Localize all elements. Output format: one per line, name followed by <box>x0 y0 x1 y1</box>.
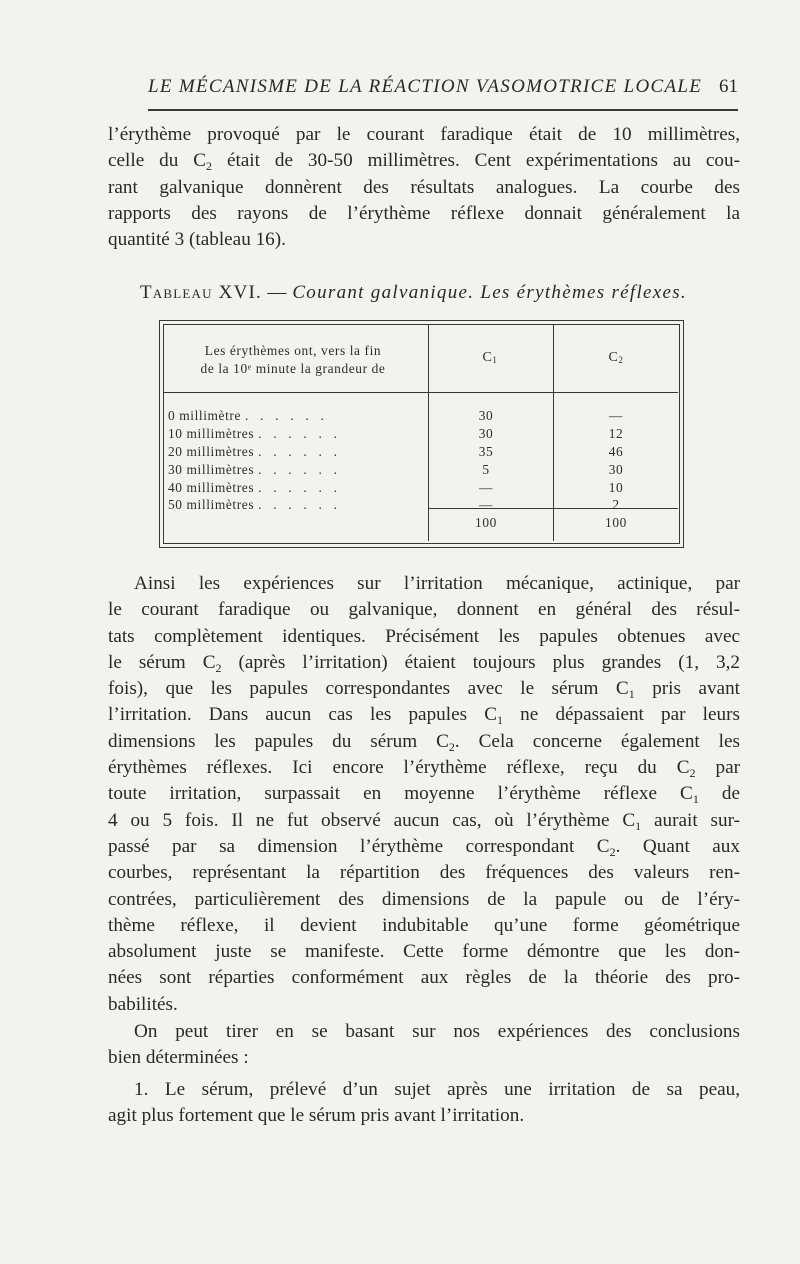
text-line: l’érythème provoqué par le courant faradique était de 10 millimètres, <box>108 124 740 145</box>
table-row-label: 0 millimètre . . . . . . <box>168 408 329 423</box>
text-line: 4 ou 5 fois. Il ne fut observé aucun cas, où l’érythème $C_1$ aurait sur- <box>108 809 740 833</box>
page-number: 61 <box>719 76 738 97</box>
table-caption <box>140 282 740 304</box>
text-line: bien déterminées : <box>108 1047 249 1069</box>
table-total-c1: 100 <box>475 515 497 530</box>
table-cell-c2: 2 <box>612 497 620 512</box>
text-line: nées sont réparties conformément aux règles de la théorie des pro- <box>108 967 740 989</box>
table-row-label: 50 millimètres . . . . . . <box>168 497 342 512</box>
table-cell-c2: 12 <box>608 426 624 441</box>
text-line: 1. Le sérum, prélevé d’un sujet après une irritation de sa peau, <box>134 1079 740 1100</box>
table-cell-c1: 5 <box>482 462 490 477</box>
text-line: toute irritation, surpassait en moyenne l’érythème réflexe $C_1$ de <box>108 783 740 807</box>
text-line: quantité 3 (tableau 16). <box>108 229 286 251</box>
header-divider <box>164 392 678 393</box>
text-line: absolument juste se manifeste. Cette forme démontre que les don- <box>108 941 740 963</box>
table-row-label: 20 millimètres . . . . . . <box>168 444 342 459</box>
column-header-c2: $C_2$ <box>608 350 624 365</box>
text-line: On peut tirer en se basant sur nos expériences des conclusions <box>134 1021 740 1042</box>
text-line: thème réflexe, il devient indubitable qu’une forme géométrique <box>108 914 740 936</box>
text-line: contrées, particulièrement des dimensions de la papule ou de l’éry- <box>108 888 740 910</box>
table-cell-c2: 10 <box>608 480 624 495</box>
paragraph-2 <box>108 571 740 1018</box>
table-row-label: 10 millimètres . . . . . . <box>168 426 342 441</box>
caption-label: Tableau XVI. <box>140 282 262 303</box>
table-cell-c2: 46 <box>608 444 624 459</box>
text-line: rant galvanique donnèrent des résultats analogues. La courbe des <box>108 176 740 198</box>
text-line: babilités. <box>108 993 178 1015</box>
text-line: le sérum $C_2$ (après l’irritation) étaient toujours plus grandes (1, 3,2 <box>108 651 740 675</box>
table-cell-c1: 35 <box>478 444 494 459</box>
paragraph-4 <box>108 1077 740 1130</box>
table-cell-c1: 30 <box>478 426 494 441</box>
table-cell-c2: 30 <box>608 462 624 477</box>
text-line: celle du $C_2$ était de 30-50 millimètres. Cent expérimentations au cou- <box>108 150 740 174</box>
column-header-c1: $C_1$ <box>482 350 498 365</box>
text-line: tats complètement identiques. Précisément les papules obtenues avec <box>108 625 740 647</box>
table-cell-c1: 30 <box>478 408 494 423</box>
text-line: agit plus fortement que le sérum pris avant l’irritation. <box>108 1105 525 1127</box>
text-line: Ainsi les expériences sur l’irritation mécanique, actinique, par <box>134 573 740 594</box>
paragraph-1 <box>108 122 740 253</box>
paragraph-3 <box>108 1019 740 1072</box>
table-row-label: 30 millimètres . . . . . . <box>168 462 342 477</box>
text-line: le courant faradique ou galvanique, donnent en général des résul- <box>108 599 740 621</box>
text-line: courbes, représentant la répartition des fréquences des valeurs ren- <box>108 862 740 884</box>
text-line: l’irritation. Dans aucun cas les papules $C_1$ ne dépassaient par leurs <box>108 704 740 728</box>
table-header-description: Les érythèmes ont, vers la fin de la 10ᵉ minute la grandeur de <box>200 343 386 376</box>
header-rule <box>148 109 738 111</box>
caption-dash: — <box>262 282 293 303</box>
table-cell-c1: — <box>479 480 493 495</box>
running-title: LE MÉCANISME DE LA RÉACTION VASOMOTRICE LOCALE <box>148 76 703 97</box>
caption-text: Courant galvanique. Les érythèmes réflexes. <box>292 282 687 303</box>
text-line: passé par sa dimension l’érythème correspondant $C_2$. Quant aux <box>108 835 740 859</box>
table-cell-c2: — <box>609 408 623 423</box>
table-total-c2: 100 <box>605 515 627 530</box>
text-line: dimensions les papules du sérum $C_2$. Cela concerne également les <box>108 730 740 754</box>
text-line: rapports des rayons de l’érythème réflexe donnait généralement la <box>108 202 740 224</box>
table-cell-c1: — <box>479 497 493 512</box>
text-line: fois), que les papules correspondantes avec le sérum $C_1$ pris avant <box>108 678 740 702</box>
table-row-label: 40 millimètres . . . . . . <box>168 480 342 495</box>
text-line: érythèmes réflexes. Ici encore l’érythème réflexe, reçu du $C_2$ par <box>108 757 740 781</box>
